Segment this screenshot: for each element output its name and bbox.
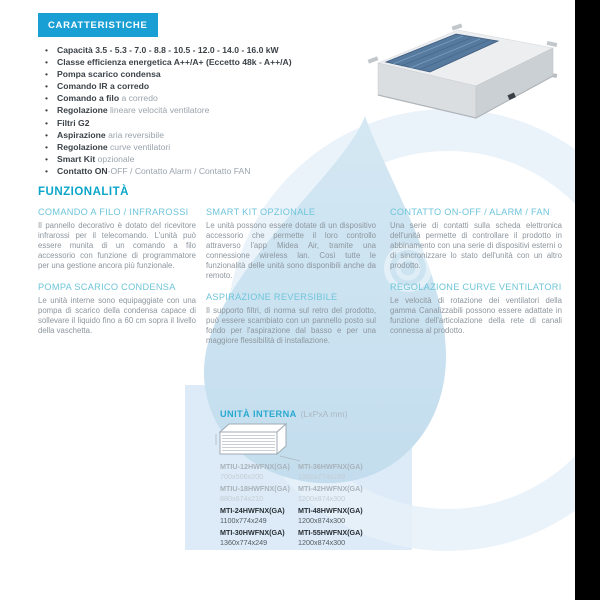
feature-text-dark: Pompa scarico condensa — [57, 69, 161, 80]
features-list — [44, 44, 354, 177]
caratteristiche-badge: CARATTERISTICHE — [38, 13, 158, 37]
bracket-tab — [368, 56, 379, 63]
feature-item — [44, 129, 354, 141]
section-title: CONTATTO ON-OFF / ALARM / FAN — [390, 207, 550, 217]
section-title: ASPIRAZIONE REVERSIBILE — [206, 292, 338, 302]
model-dimensions: 1360x774x249 — [298, 471, 346, 481]
functionality-title: FUNZIONALITÀ — [38, 186, 129, 198]
feature-item — [44, 68, 354, 80]
functionality-columns — [38, 207, 562, 346]
model-dimensions: 1200x874x300 — [298, 515, 346, 525]
right-black-bar — [575, 0, 600, 600]
feature-text-light: opzionale — [95, 153, 135, 164]
feature-item — [44, 56, 354, 68]
model-dimensions: 1100x774x249 — [220, 515, 267, 525]
model-name: MTIU-18HWFNX(GA) — [220, 484, 290, 493]
model-row — [298, 529, 376, 547]
feature-text-dark: Comando IR a corredo — [57, 81, 150, 92]
model-dimensions: 1200x874x300 — [298, 537, 346, 547]
functionality-column — [206, 207, 376, 346]
feature-text-light: aria reversibile — [105, 129, 164, 140]
feature-item — [44, 104, 354, 116]
section-body: Il supporto filtri, di norma sul retro del prodotto, può essere scambiato con un pannello posto sul fondo per l'aspirazione dal basso e per una maggiore flessibilità di installazione. — [206, 306, 376, 345]
feature-item — [44, 117, 354, 129]
section-title: COMANDO A FILO / INFRAROSSI — [38, 207, 189, 217]
ac-unit-line-drawing-icon — [212, 418, 307, 462]
feature-text-light: lineare velocità ventilatore — [107, 105, 210, 116]
section-body: Il pannello decorativo è dotato del ricevitore infrarossi per il telecomando. L'unità può essere munita di un comando a filo accessorio con funzione di programmatore per una gestione ancora più funzionale. — [38, 221, 196, 270]
model-name: MTI-55HWFNX(GA) — [298, 528, 363, 537]
feature-text-dark: Contatto ON — [57, 165, 108, 176]
feature-item — [44, 44, 354, 56]
model-dimensions: 700x506x200 — [220, 471, 264, 481]
bracket-tab — [452, 24, 463, 31]
functionality-section — [206, 207, 376, 281]
model-column-right — [298, 463, 376, 551]
model-column-left — [220, 463, 298, 551]
internal-unit-subtitle: (LxPxA mm) — [300, 409, 348, 419]
feature-text-dark: Regolazione — [57, 141, 108, 152]
feature-text-light: curve ventilatori — [107, 141, 171, 152]
functionality-section — [38, 282, 196, 336]
functionality-section — [390, 207, 562, 271]
model-dimensions: 880x674x210 — [220, 493, 264, 503]
feature-text-dark: Comando a filo — [57, 93, 120, 104]
functionality-section — [206, 292, 376, 346]
feature-text-dark: Capacità 3.5 - 5.3 - 7.0 - 8.8 - 10.5 - 12.0 - 14.0 - 16.0 kW — [57, 45, 279, 55]
section-body: Le velocità di rotazione dei ventilatori della gamma Canalizzabili possono essere adattate in funzione dell'articolazione della rete di canali connessa al prodotto. — [390, 296, 562, 335]
feature-item — [44, 80, 354, 92]
model-row — [298, 507, 376, 525]
model-dimensions: 1200x874x300 — [298, 493, 346, 503]
feature-text-dark: Regolazione — [57, 105, 108, 116]
functionality-section — [390, 282, 562, 336]
model-name: MTI-48HWFNX(GA) — [298, 506, 363, 515]
bracket-tab — [547, 41, 558, 47]
feature-text-dark: Smart Kit — [57, 153, 96, 164]
section-title: REGOLAZIONE CURVE VENTILATORI — [390, 282, 562, 292]
functionality-column — [38, 207, 196, 346]
internal-unit-model-table — [220, 463, 376, 551]
internal-unit-title: UNITÀ INTERNA — [220, 409, 297, 419]
model-name: MTI-24HWFNX(GA) — [220, 506, 285, 515]
model-row — [220, 529, 298, 547]
model-row — [220, 507, 298, 525]
model-name: MTIU-12HWFNX(GA) — [220, 462, 290, 471]
feature-item — [44, 92, 354, 104]
feature-item — [44, 141, 354, 153]
model-name: MTI-30HWFNX(GA) — [220, 528, 285, 537]
feature-item — [44, 165, 354, 177]
model-row — [298, 485, 376, 503]
model-row — [220, 463, 298, 481]
feature-text-dark: Filtri G2 — [57, 117, 90, 128]
model-row — [298, 463, 376, 481]
feature-text-light: -OFF / Contatto Alarm / Contatto FAN — [107, 165, 251, 176]
section-body: Le unità possono essere dotate di un dispositivo accessorio che permette il loro controllo attraverso l'app Midea Air, tramite una connessione wireless lan. Così tutte le funzionalità delle unità sono disponibili anche da remoto. — [206, 221, 376, 280]
feature-text-dark: Aspirazione — [57, 129, 106, 140]
section-title: POMPA SCARICO CONDENSA — [38, 282, 176, 292]
model-name: MTI-42HWFNX(GA) — [298, 484, 363, 493]
model-dimensions: 1360x774x249 — [220, 537, 268, 547]
functionality-column — [390, 207, 562, 346]
ac-unit-photo — [348, 18, 578, 123]
feature-text-light: a corredo — [119, 93, 158, 104]
feature-text-dark: Classe efficienza energetica A++/A+ (Eccetto 48k - A++/A) — [57, 57, 292, 68]
functionality-section — [38, 207, 196, 271]
model-name: MTI-36HWFNX(GA) — [298, 462, 363, 471]
section-body: Le unità interne sono equipaggiate con una pompa di scarico della condensa capace di sollevare il liquido fino a 60 cm sopra il livello della vaschetta. — [38, 296, 196, 335]
feature-item — [44, 153, 354, 165]
internal-unit-panel — [185, 385, 412, 550]
model-row — [220, 485, 298, 503]
section-body: Una serie di contatti sulla scheda elettronica dell'unità permette di controllare il prodotto in abbinamento con una serie di dispositivi esterni o di sincronizzare lo stato dell'unità con un altro prodotto. — [390, 221, 562, 270]
section-title: SMART KIT OPZIONALE — [206, 207, 316, 217]
